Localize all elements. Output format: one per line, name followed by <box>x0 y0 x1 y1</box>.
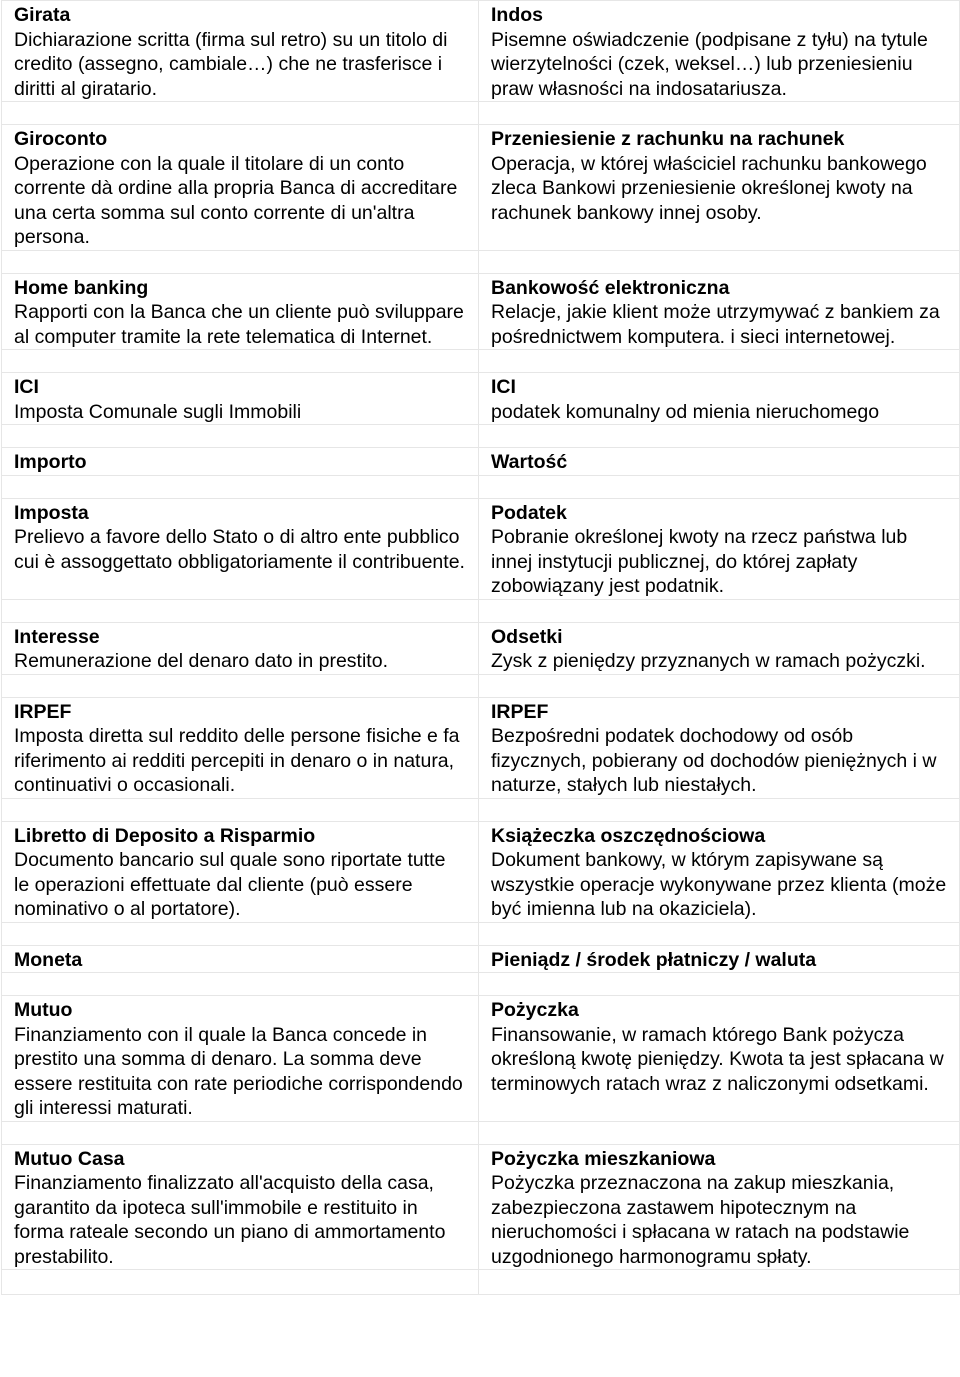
italian-term: Mutuo <box>14 999 73 1021</box>
italian-term: Home banking <box>14 276 149 299</box>
polish-cell <box>479 1 960 102</box>
italian-cell <box>2 622 479 674</box>
italian-cell <box>2 945 479 973</box>
glossary-row <box>2 821 960 922</box>
polish-term: ICI <box>491 376 516 398</box>
polish-term: Pieniądz / środek płatniczy / waluta <box>491 948 817 971</box>
polish-cell <box>479 821 960 922</box>
glossary-row <box>2 996 960 1122</box>
glossary-row <box>2 125 960 251</box>
spacer-row <box>2 674 960 697</box>
polish-term: Odsetki <box>491 625 563 648</box>
italian-term: Libretto di Deposito a Risparmio <box>14 824 316 847</box>
spacer-row <box>2 922 960 945</box>
polish-term: Pożyczka mieszkaniowa <box>491 1147 716 1170</box>
italian-definition: Remunerazione del denaro dato in prestito. <box>14 650 388 672</box>
italian-definition: Finanziamento con il quale la Banca concede in prestito una somma di denaro. La somma deve essere restituita con rate periodiche corrispondendo gli interessi maturati. <box>14 1023 463 1119</box>
polish-definition: Operacja, w której właściciel rachunku bankowego zleca Bankowi przeniesienie określonej kwoty na rachunek bankowy innej osoby. <box>491 152 927 224</box>
polish-definition: Finansowanie, w ramach którego Bank pożycza określoną kwotę pieniędzy. Kwota ta jest spłacana w terminowych ratach wraz z naliczonymi odsetkami. <box>491 1023 944 1095</box>
polish-cell <box>479 125 960 251</box>
polish-cell <box>479 1144 960 1270</box>
spacer-row <box>2 102 960 125</box>
italian-term: Importo <box>14 451 87 473</box>
italian-cell <box>2 498 479 599</box>
polish-cell <box>479 945 960 973</box>
italian-term: Giroconto <box>14 128 108 150</box>
spacer-row <box>2 350 960 373</box>
italian-term: Interesse <box>14 625 100 648</box>
italian-term: ICI <box>14 376 39 398</box>
polish-term: Bankowość elektroniczna <box>491 276 730 299</box>
polish-cell <box>479 273 960 350</box>
glossary-row <box>2 945 960 973</box>
spacer-row <box>2 425 960 448</box>
polish-definition: Pożyczka przeznaczona na zakup mieszkania, zabezpieczona zastawem hipotecznym na nieruchomości i spłacana w ratach na podstawie uzgodnionego harmonogramu spłaty. <box>491 1172 910 1268</box>
spacer-row <box>2 599 960 622</box>
italian-cell <box>2 125 479 251</box>
glossary-table <box>1 0 960 1295</box>
polish-definition: Dokument bankowy, w którym zapisywane są wszystkie operacje wykonywane przez klienta (może być imienna lub na okaziciela). <box>491 849 947 920</box>
polish-definition: Zysk z pieniędzy przyznanych w ramach pożyczki. <box>491 650 926 672</box>
italian-definition: Documento bancario sul quale sono riportate tutte le operazioni effettuate dal cliente (può essere nominativo o al portatore). <box>14 849 446 920</box>
polish-term: IRPEF <box>491 700 549 723</box>
italian-term: Mutuo Casa <box>14 1147 125 1170</box>
spacer-row <box>2 250 960 273</box>
italian-cell <box>2 273 479 350</box>
italian-term: Moneta <box>14 948 83 971</box>
polish-term: Wartość <box>491 451 568 473</box>
italian-term: IRPEF <box>14 700 72 723</box>
glossary-row <box>2 622 960 674</box>
italian-cell <box>2 448 479 476</box>
polish-term: Książeczka oszczędnościowa <box>491 824 766 847</box>
polish-cell <box>479 373 960 425</box>
italian-definition: Prelievo a favore dello Stato o di altro ente pubblico cui è assoggettato obbligatoriamente il contribuente. <box>14 526 465 573</box>
polish-cell <box>479 622 960 674</box>
italian-cell <box>2 373 479 425</box>
polish-term: Indos <box>491 4 543 26</box>
italian-cell <box>2 996 479 1122</box>
polish-term: Pożyczka <box>491 999 579 1021</box>
polish-definition: Pisemne oświadczenie (podpisane z tyłu) na tytule wierzytelności (czek, weksel…) lub przeniesieniu praw własności na indosatariusza. <box>491 28 928 100</box>
italian-definition: Imposta diretta sul reddito delle persone fisiche e fa riferimento ai redditi percepiti in denaro o in natura, continuativi o occasionali. <box>14 725 460 796</box>
glossary-row <box>2 448 960 476</box>
polish-definition: Bezpośredni podatek dochodowy od osób fizycznych, pobierany od dochodów pieniężnych i w naturze, stałych lub niestałych. <box>491 725 937 796</box>
spacer-row <box>2 1270 960 1295</box>
polish-definition: Relacje, jakie klient może utrzymywać z bankiem za pośrednictwem komputera. i sieci internetowej. <box>491 301 940 348</box>
italian-cell <box>2 1 479 102</box>
spacer-row <box>2 475 960 498</box>
italian-cell <box>2 821 479 922</box>
glossary-row <box>2 1 960 102</box>
glossary-row <box>2 1144 960 1270</box>
polish-cell <box>479 498 960 599</box>
polish-definition: podatek komunalny od mienia nieruchomego <box>491 400 880 423</box>
glossary-row <box>2 373 960 425</box>
italian-definition: Imposta Comunale sugli Immobili <box>14 400 302 423</box>
polish-cell <box>479 697 960 798</box>
italian-definition: Operazione con la quale il titolare di un conto corrente dà ordine alla propria Banca di accreditare una certa somma sul conto corrente di un'altra persona. <box>14 152 458 248</box>
italian-cell <box>2 1144 479 1270</box>
polish-cell <box>479 448 960 476</box>
italian-term: Imposta <box>14 501 89 524</box>
italian-definition: Rapporti con la Banca che un cliente può sviluppare al computer tramite la rete telematica di Internet. <box>14 301 464 348</box>
glossary-row <box>2 498 960 599</box>
glossary-row <box>2 273 960 350</box>
spacer-row <box>2 798 960 821</box>
polish-term: Przeniesienie z rachunku na rachunek <box>491 128 845 150</box>
spacer-row <box>2 1121 960 1144</box>
spacer-row <box>2 973 960 996</box>
polish-definition: Pobranie określonej kwoty na rzecz państwa lub innej instytucji publicznej, do której zapłaty zobowiązany jest podatnik. <box>491 526 908 597</box>
glossary-row <box>2 697 960 798</box>
polish-cell <box>479 996 960 1122</box>
italian-definition: Dichiarazione scritta (firma sul retro) su un titolo di credito (assegno, cambiale…) che ne trasferisce i diritti al giratario. <box>14 28 448 100</box>
italian-definition: Finanziamento finalizzato all'acquisto della casa, garantito da ipoteca sull'immobile e restituito in forma rateale secondo un piano di ammortamento prestabilito. <box>14 1172 446 1268</box>
italian-cell <box>2 697 479 798</box>
polish-term: Podatek <box>491 501 567 524</box>
italian-term: Girata <box>14 4 71 26</box>
